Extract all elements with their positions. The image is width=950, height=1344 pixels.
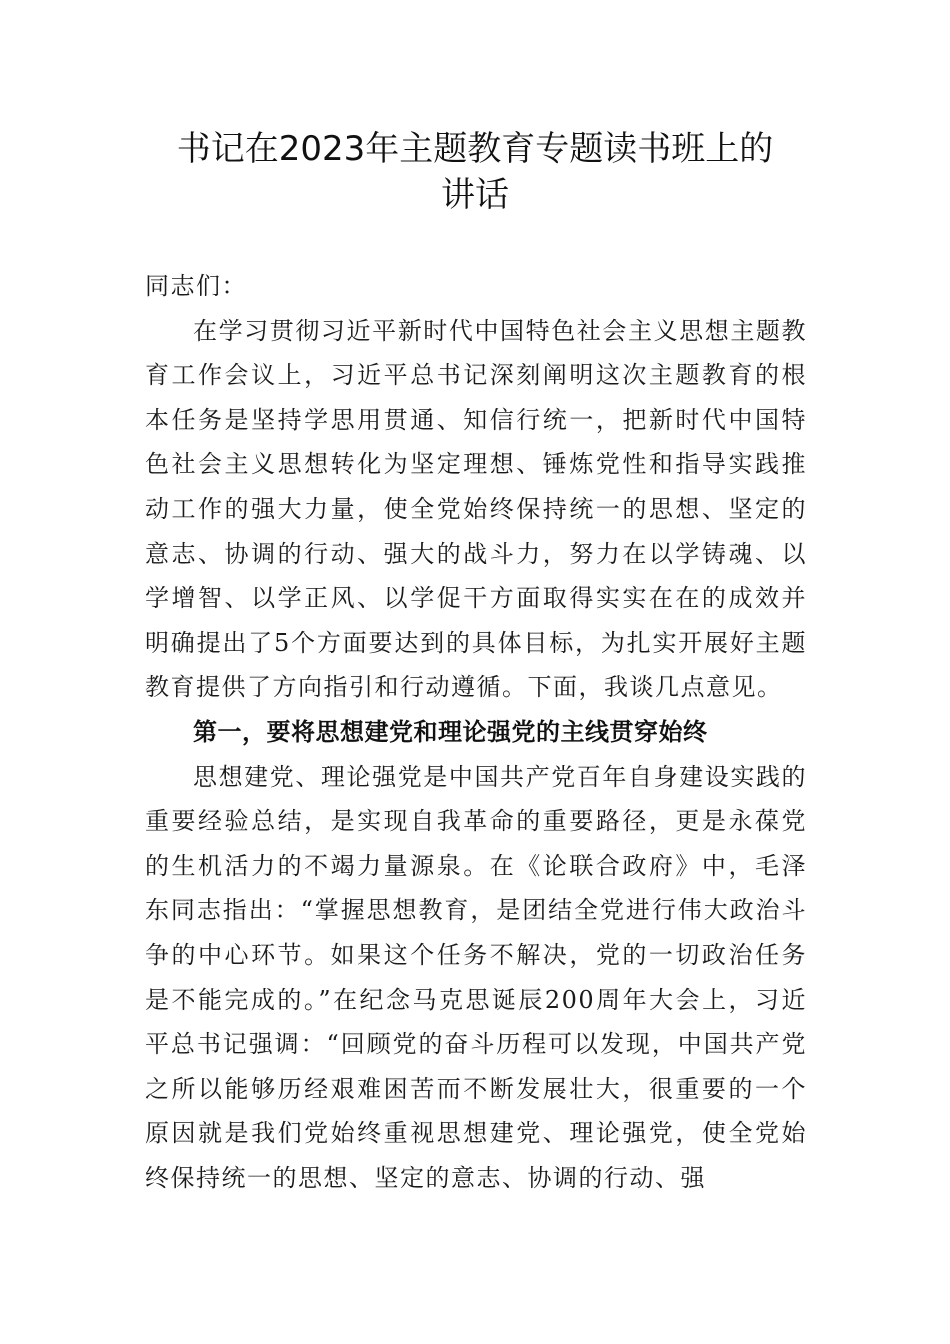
document-body (145, 264, 807, 1200)
title-line-2: 讲话 (441, 175, 509, 215)
paragraph-intro: 在学习贯彻习近平新时代中国特色社会主义思想主题教育工作会议上，习近平总书记深刻阐明这次主题教育的根本任务是坚持学思用贯通、知信行统一，把新时代中国特色社会主义思想转化为坚定理想、锤炼党性和指导实践推动工作的强大力量，使全党始终保持统一的思想、坚定的意志、协调的行动、强大的战斗力，努力在以学铸魂、以学增智、以学正风、以学促干方面取得实实在在的成效并明确提出了5个方面要达到的具体目标，为扎实开展好主题教育提供了方向指引和行动遵循。下面，我谈几点意见。 (145, 316, 807, 702)
title-line-1: 书记在2023年主题教育专题读书班上的 (176, 129, 774, 169)
section-heading-1: 第一，要将思想建党和理论强党的主线贯穿始终 (193, 717, 708, 746)
salutation: 同志们： (145, 272, 247, 300)
paragraph-section-1: 思想建党、理论强党是中国共产党百年自身建设实践的重要经验总结，是实现自我革命的重要路径，更是永葆党的生机活力的不竭力量源泉。在《论联合政府》中，毛泽东同志指出：“掌握思想教育，是团结全党进行伟大政治斗争的中心环节。如果这个任务不解决，党的一切政治任务是不能完成的。”在纪念马克思诞辰200周年大会上，习近平总书记强调：“回顾党的奋斗历程可以发现，中国共产党之所以能够历经艰难困苦而不断发展壮大，很重要的一个原因就是我们党始终重视思想建党、理论强党，使全党始终保持统一的思想、坚定的意志、协调的行动、强 (145, 762, 807, 1192)
document-title (120, 126, 830, 218)
